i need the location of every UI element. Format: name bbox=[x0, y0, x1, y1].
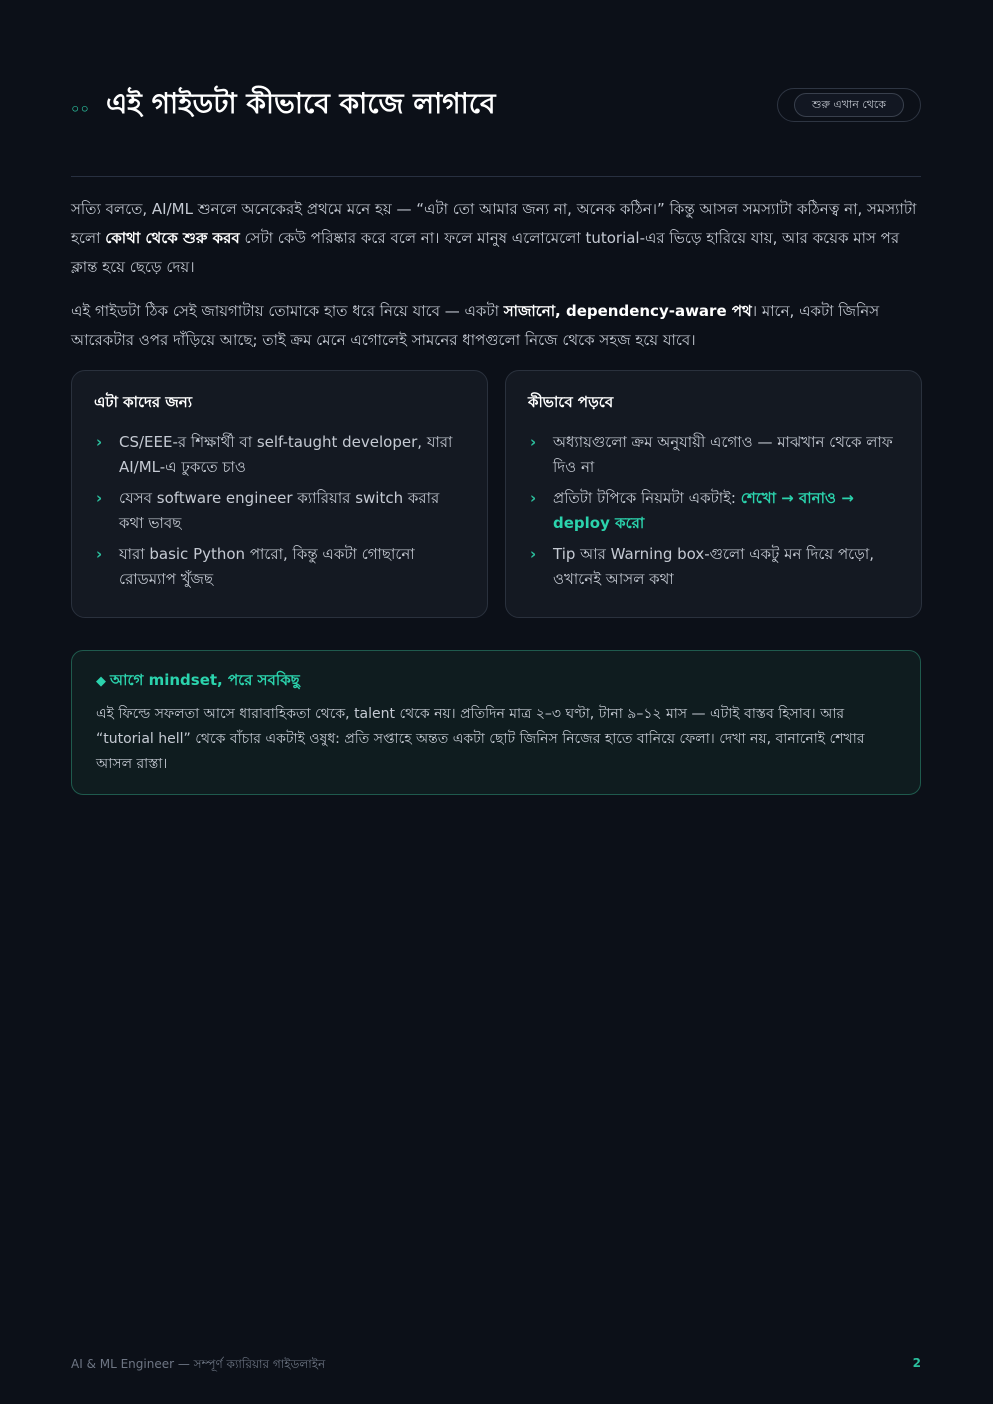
start-here-label: শুরু এখান থেকে bbox=[794, 93, 904, 117]
header-divider bbox=[71, 176, 921, 177]
tip-title bbox=[96, 669, 896, 694]
reading-guide-card bbox=[505, 370, 922, 618]
tip-title-text: আগে mindset, পরে সবকিছু bbox=[110, 671, 300, 689]
list-item bbox=[528, 430, 899, 480]
list-item-text: যেসব software engineer ক্যারিয়ার switch করার কথা ভাবছ bbox=[119, 489, 440, 532]
chevron-right-icon: › bbox=[530, 489, 537, 507]
list-item-text: যারা basic Python পারো, কিন্তু একটা গোছানো রোডম্যাপ খুঁজছ bbox=[119, 545, 415, 588]
chevron-right-icon: › bbox=[530, 545, 537, 563]
chevron-right-icon: › bbox=[96, 489, 103, 507]
tip-body: এই ফিল্ডে সফলতা আসে ধারাবাহিকতা থেকে, talent থেকে নয়। প্রতিদিন মাত্র ২–৩ ঘণ্টা, টানা ৯–১২ মাস — এটাই বাস্তব হিসাব। আর “tutorial hell” থেকে বাঁচার একটাই ওষুধ: প্রতি সপ্তাহে অন্তত একটা ছোট জিনিস নিজের হাতে বানিয়ে ফেলা। দেখা নয়, বানানোই শেখার আসল রাস্তা। bbox=[96, 706, 865, 772]
chevron-right-icon: › bbox=[96, 545, 103, 563]
mindset-tip-box bbox=[71, 650, 921, 795]
start-here-badge bbox=[777, 88, 921, 122]
list-item bbox=[94, 542, 465, 592]
list-item-text: প্রতিটা টপিকে নিয়মটা একটাই: bbox=[553, 489, 741, 507]
list-item bbox=[94, 486, 465, 536]
audience-card-title: এটা কাদের জন্য bbox=[94, 393, 193, 411]
list-item bbox=[528, 486, 899, 536]
reading-guide-card-title: কীভাবে পড়বে bbox=[528, 393, 614, 411]
chevron-right-icon: › bbox=[96, 433, 103, 451]
intro-p2-text-start: এই গাইডটা ঠিক সেই জায়গাটায় তোমাকে হাত ধরে নিয়ে যাবে — একটা bbox=[71, 302, 504, 320]
diamond-icon: ◆ bbox=[96, 674, 106, 689]
intro-p1-text-end: সেটা কেউ পরিষ্কার করে বলে না। ফলে মানুষ এলোমেলো tutorial-এর ভিড়ে হারিয়ে যায়, আর কয়েক মাস পর ক্লান্ত হয়ে ছেড়ে দেয়। bbox=[71, 229, 900, 276]
list-item-text: Tip আর Warning box-গুলো একটু মন দিয়ে পড়ো, ওখানেই আসল কথা bbox=[553, 545, 874, 588]
intro-paragraph-1 bbox=[71, 195, 921, 282]
learn-build-deploy-highlight: শেখো → বানাও → deploy করো bbox=[553, 489, 854, 532]
intro-p2-text-end: । মানে, একটা জিনিস আরেকটার ওপর দাঁড়িয়ে আছে; তাই ক্রম মেনে এগোলেই সামনের ধাপগুলো নিজে থেকে সহজ হয়ে যাবে। bbox=[71, 302, 880, 349]
list-item bbox=[528, 542, 899, 592]
intro-paragraph-2 bbox=[71, 297, 921, 355]
section-marker: ০০ bbox=[71, 102, 90, 117]
list-item-text: CS/EEE-র শিক্ষার্থী বা self-taught developer, যারা AI/ML-এ ঢুকতে চাও bbox=[119, 433, 453, 476]
list-item-text: অধ্যায়গুলো ক্রম অনুযায়ী এগোও — মাঝখান থেকে লাফ দিও না bbox=[553, 433, 893, 476]
footer-title: AI & ML Engineer — সম্পূর্ণ ক্যারিয়ার গাইডলাইন bbox=[71, 1357, 326, 1371]
audience-card bbox=[71, 370, 488, 618]
page-title: এই গাইডটা কীভাবে কাজে লাগাবে bbox=[106, 87, 496, 120]
page-number: 2 bbox=[912, 1356, 921, 1370]
intro-p1-text-start: সত্যি বলতে, AI/ML শুনলে অনেকেরই প্রথমে মনে হয় — “এটা তো আমার জন্য না, অনেক কঠিন।” কিন্তু আসল সমস্যাটা কঠিনত্ব না, সমস্যাটা হলো bbox=[71, 200, 917, 247]
intro-p2-emphasis: সাজানো, dependency-aware পথ bbox=[503, 302, 752, 320]
reading-guide-list bbox=[528, 430, 899, 592]
list-item bbox=[94, 430, 465, 480]
chevron-right-icon: › bbox=[530, 433, 537, 451]
audience-list bbox=[94, 430, 465, 592]
chapter-header bbox=[71, 82, 921, 130]
intro-p1-emphasis: কোথা থেকে শুরু করব bbox=[105, 229, 240, 247]
